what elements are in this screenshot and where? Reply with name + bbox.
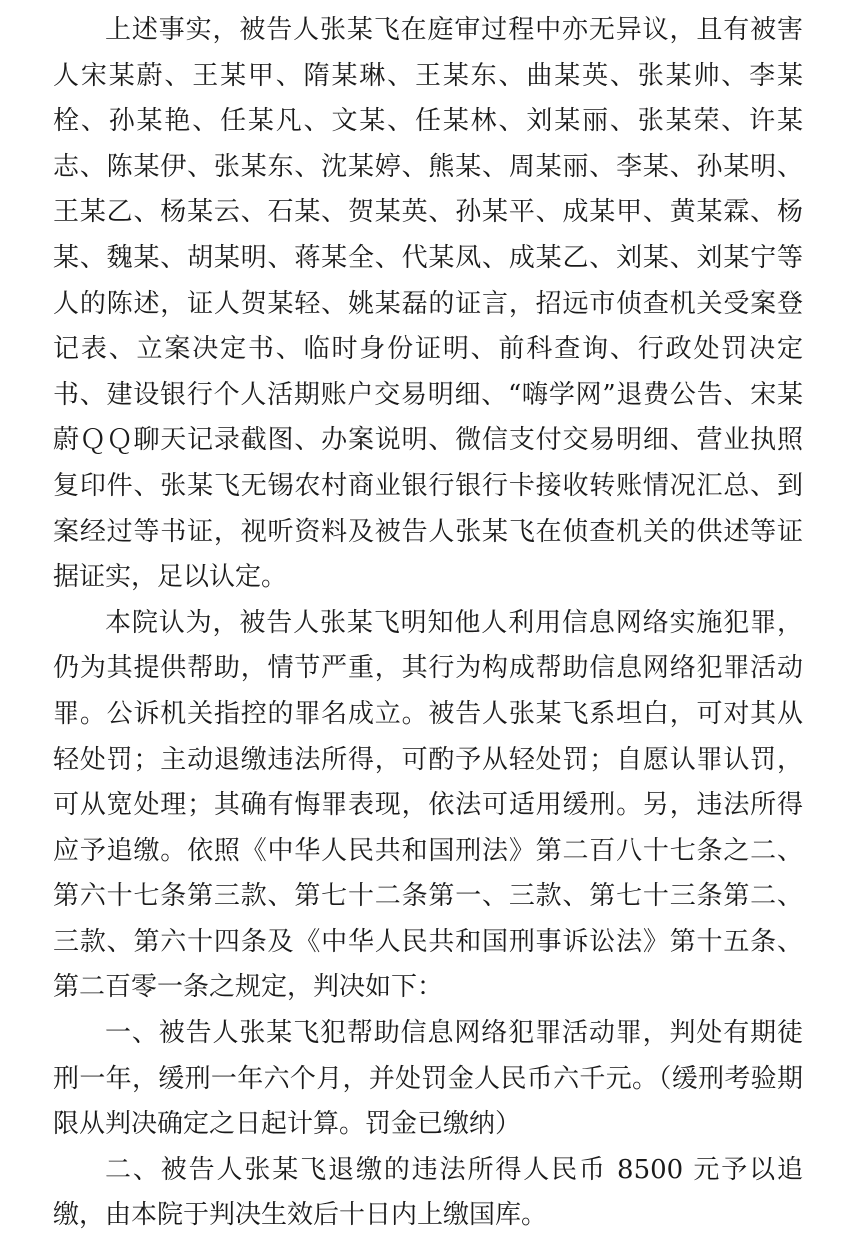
facts-paragraph: 上述事实，被告人张某飞在庭审过程中亦无异议，且有被害人宋某蔚、王某甲、隋某琳、王某东、曲某英、张某帅、李某栓、孙某艳、任某凡、文某、任某林、刘某丽、张某荣、许某志、陈某伊、张某东、沈某婷、熊某、周某丽、李某、孙某明、王某乙、杨某云、石某、贺某英、孙某平、成某甲、黄某霖、杨某、魏某、胡某明、蒋某全、代某凤、成某乙、刘某、刘某宁等人的陈述，证人贺某轻、姚某磊的证言，招远市侦查机关受案登记表、立案决定书、临时身份证明、前科查询、行政处罚决定书、建设银行个人活期账户交易明细、“嗨学网”退费公告、宋某蔚ＱＱ聊天记录截图、办案说明、微信支付交易明细、营业执照复印件、张某飞无锡农村商业银行银行卡接收转账情况汇总、到案经过等书证，视听资料及被告人张某飞在侦查机关的供述等证据证实，足以认定。 <box>53 15 803 593</box>
verdict-item-1: 一、被告人张某飞犯帮助信息网络犯罪活动罪，判处有期徒刑一年，缓刑一年六个月，并处罚金人民币六千元。（缓刑考验期限从判决确定之日起计算。罚金已缴纳） <box>53 1018 803 1140</box>
court-opinion-paragraph: 本院认为，被告人张某飞明知他人利用信息网络实施犯罪，仍为其提供帮助，情节严重，其行为构成帮助信息网络犯罪活动罪。公诉机关指控的罪名成立。被告人张某飞系坦白，可对其从轻处罚；主动退缴违法所得，可酌予从轻处罚；自愿认罪认罚，可从宽处理；其确有悔罪表现，依法可适用缓刑。另，违法所得应予追缴。依照《中华人民共和国刑法》第二百八十七条之二、第六十七条第三款、第七十二条第一、三款、第七十三条第二、三款、第六十四条及《中华人民共和国刑事诉讼法》第十五条、第二百零一条之规定，判决如下： <box>53 607 803 1003</box>
verdict-item-2: 二、被告人张某飞退缴的违法所得人民币 8500 元予以追缴，由本院于判决生效后十日内上缴国库。 <box>53 1154 803 1231</box>
